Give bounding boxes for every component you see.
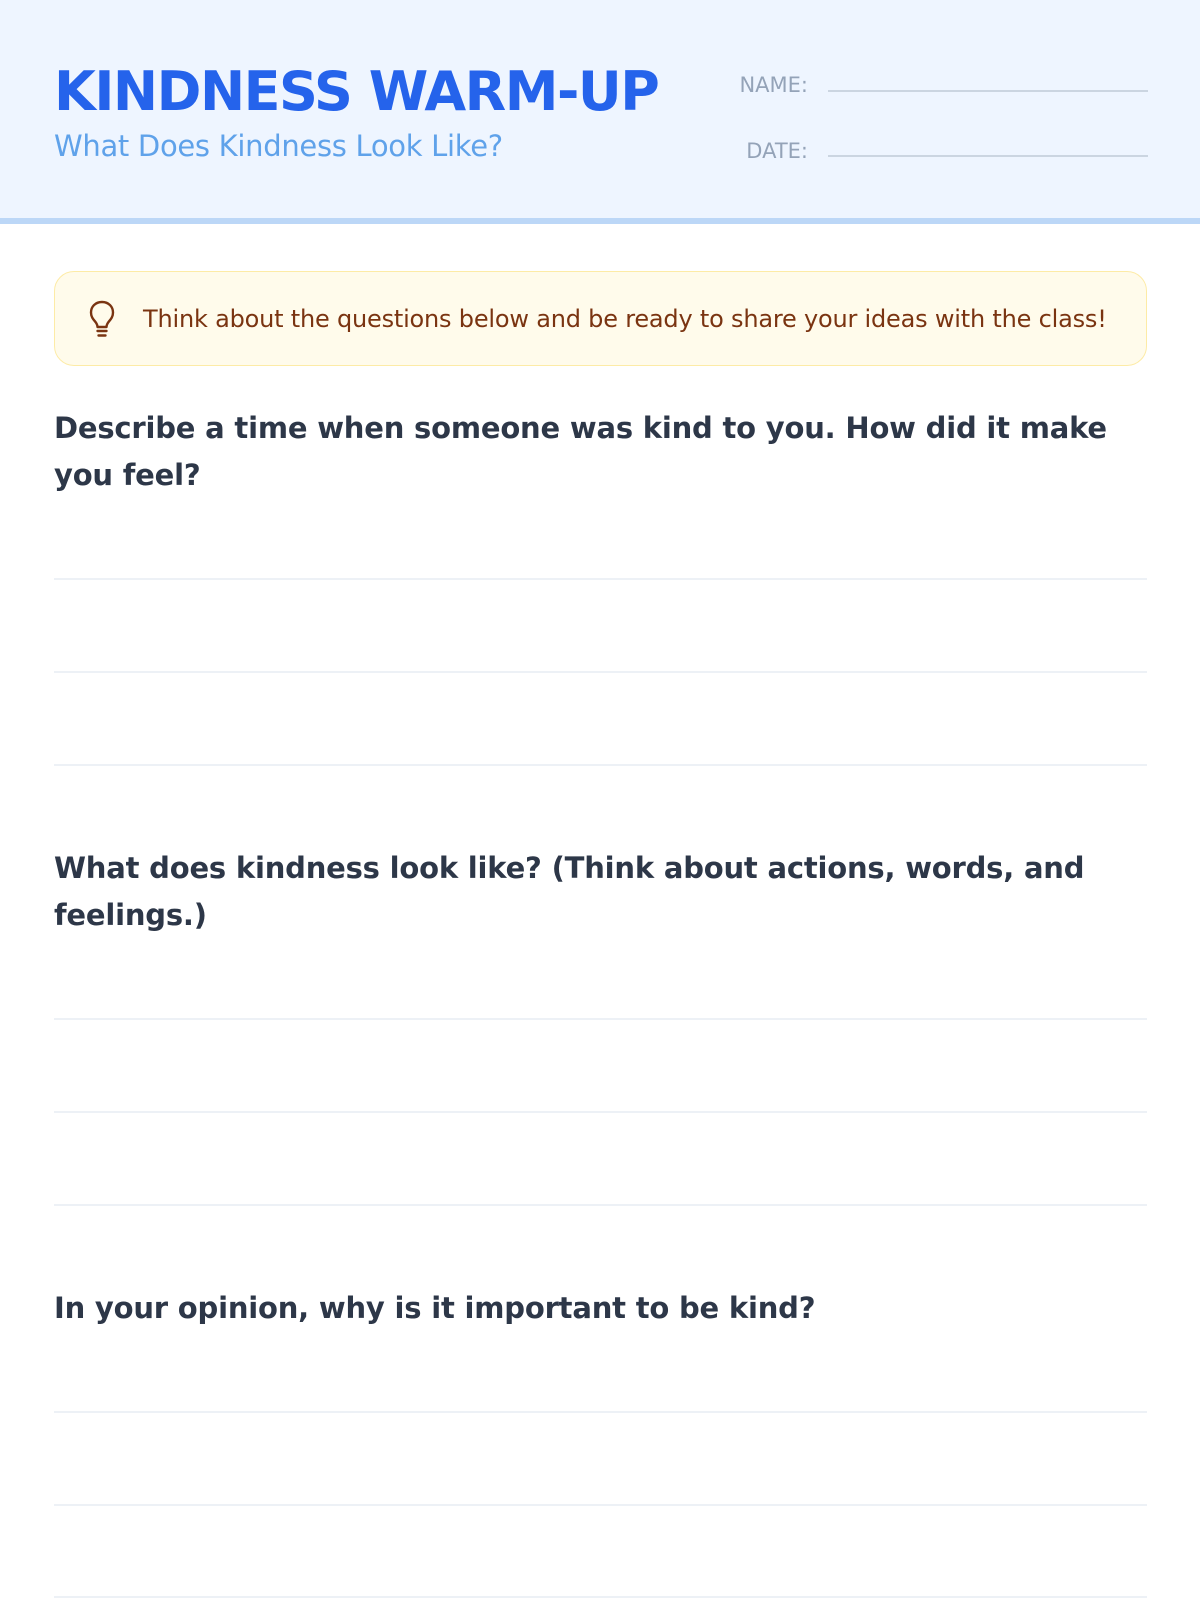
- answer-line[interactable]: [54, 1111, 1147, 1113]
- answer-line[interactable]: [54, 1596, 1147, 1598]
- name-field[interactable]: [828, 90, 1148, 92]
- date-label: DATE:: [746, 139, 808, 163]
- date-field[interactable]: [828, 155, 1148, 157]
- answer-line[interactable]: [54, 671, 1147, 673]
- answer-line[interactable]: [54, 1411, 1147, 1413]
- question-2: What does kindness look like? (Think about actions, words, and feelings.): [54, 851, 1085, 932]
- answer-line[interactable]: [54, 578, 1147, 580]
- tip-text: Think about the questions below and be ready to share your ideas with the class!: [143, 305, 1107, 333]
- worksheet-header: [0, 0, 1200, 224]
- answer-line[interactable]: [54, 1204, 1147, 1206]
- tip-callout: [54, 271, 1147, 366]
- lightbulb-icon: [87, 299, 117, 339]
- question-3: In your opinion, why is it important to be kind?: [54, 1291, 816, 1325]
- answer-line[interactable]: [54, 1504, 1147, 1506]
- question-1: Describe a time when someone was kind to you. How did it make you feel?: [54, 411, 1107, 492]
- worksheet-title: KINDNESS WARM-UP: [54, 60, 659, 123]
- answer-line[interactable]: [54, 764, 1147, 766]
- answer-line[interactable]: [54, 1018, 1147, 1020]
- name-label: NAME:: [739, 73, 808, 97]
- worksheet-subtitle: What Does Kindness Look Like?: [54, 129, 503, 163]
